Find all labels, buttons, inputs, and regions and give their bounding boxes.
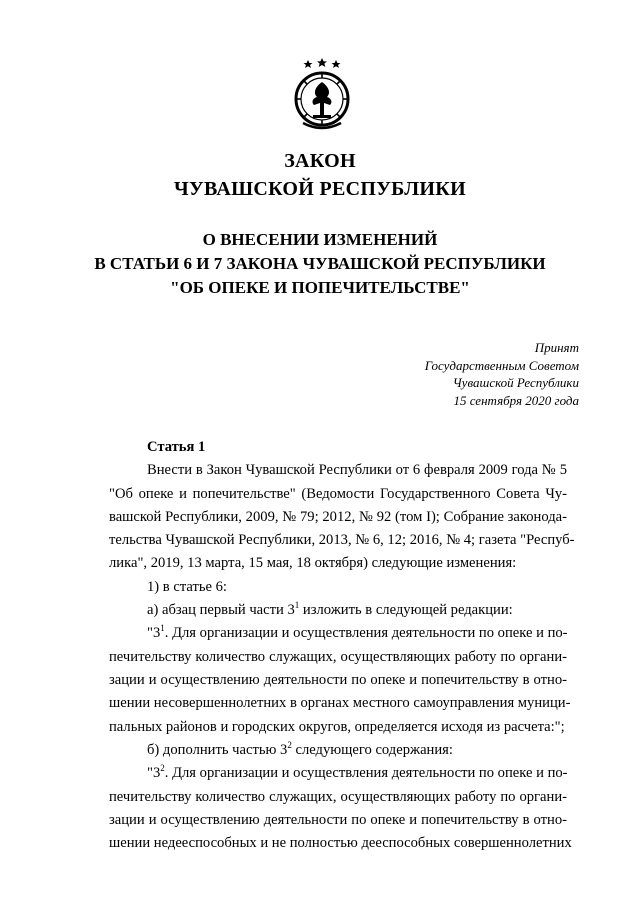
quote-line: шении недееспособных и не полностью дееспособных совершеннолетних [109, 835, 572, 851]
law-subtitle-line2: В СТАТЬИ 6 И 7 ЗАКОНА ЧУВАШСКОЙ РЕСПУБЛИКИ [94, 254, 546, 273]
paragraph-line: лика", 2019, 13 марта, 15 мая, 18 октября) следующие изменения: [109, 555, 517, 571]
law-subtitle-line3: "ОБ ОПЕКЕ И ПОПЕЧИТЕЛЬСТВЕ" [170, 278, 470, 297]
quote-line: шении несовершеннолетних в органах местного самоуправления муници- [109, 695, 571, 711]
quote-line: печительству количество служащих, осуществляющих работу по органи- [109, 649, 567, 665]
law-title: ЗАКОН [284, 150, 356, 172]
chuvash-coat-of-arms-icon [293, 57, 351, 135]
quote-line: "$3^1$. Для организации и осуществления деятельности по опеке и по- [147, 623, 568, 641]
item-1: 1) в статье 6: [147, 579, 227, 595]
adoption-note [379, 339, 579, 409]
item-a: а) абзац первый части $3^1$ изложить в следующей редакции: [147, 600, 513, 618]
quote-line: печительству количество служащих, осуществляющих работу по органи- [109, 789, 567, 805]
law-subtitle-line1: О ВНЕСЕНИИ ИЗМЕНЕНИЙ [202, 230, 438, 249]
article-heading: Статья 1 [147, 439, 206, 455]
quote-line: зации и осуществлению деятельности по опеке и попечительству в отно- [109, 812, 567, 828]
adoption-note-line: Принят [534, 340, 579, 355]
paragraph-line: "Об опеке и попечительстве" (Ведомости Государственного Совета Чу- [109, 486, 567, 502]
law-title-republic: ЧУВАШСКОЙ РЕСПУБЛИКИ [174, 178, 466, 200]
quote-line: зации и осуществлению деятельности по опеке и попечительству в отно- [109, 672, 567, 688]
adoption-note-line: Государственным Советом [424, 357, 579, 373]
adoption-note-line: Чувашской Республики [452, 375, 579, 390]
paragraph-line: тельства Чувашской Республики, 2013, № 6, 12; 2016, № 4; газета "Респуб- [109, 532, 575, 548]
quote-line: пальных районов и городских округов, определяется исходя из расчета:"; [109, 719, 565, 735]
paragraph-line: вашской Республики, 2009, № 79; 2012, № 92 (том I); Собрание законода- [109, 509, 567, 525]
quote-line: "$3^2$. Для организации и осуществления деятельности по опеке и по- [147, 763, 568, 781]
adoption-date: 15 сентября 2020 года [453, 392, 579, 408]
item-b: б) дополнить частью $3^2$ следующего содержания: [147, 740, 453, 758]
paragraph-line: Внести в Закон Чувашской Республики от 6 февраля 2009 года № 5 [147, 462, 567, 478]
